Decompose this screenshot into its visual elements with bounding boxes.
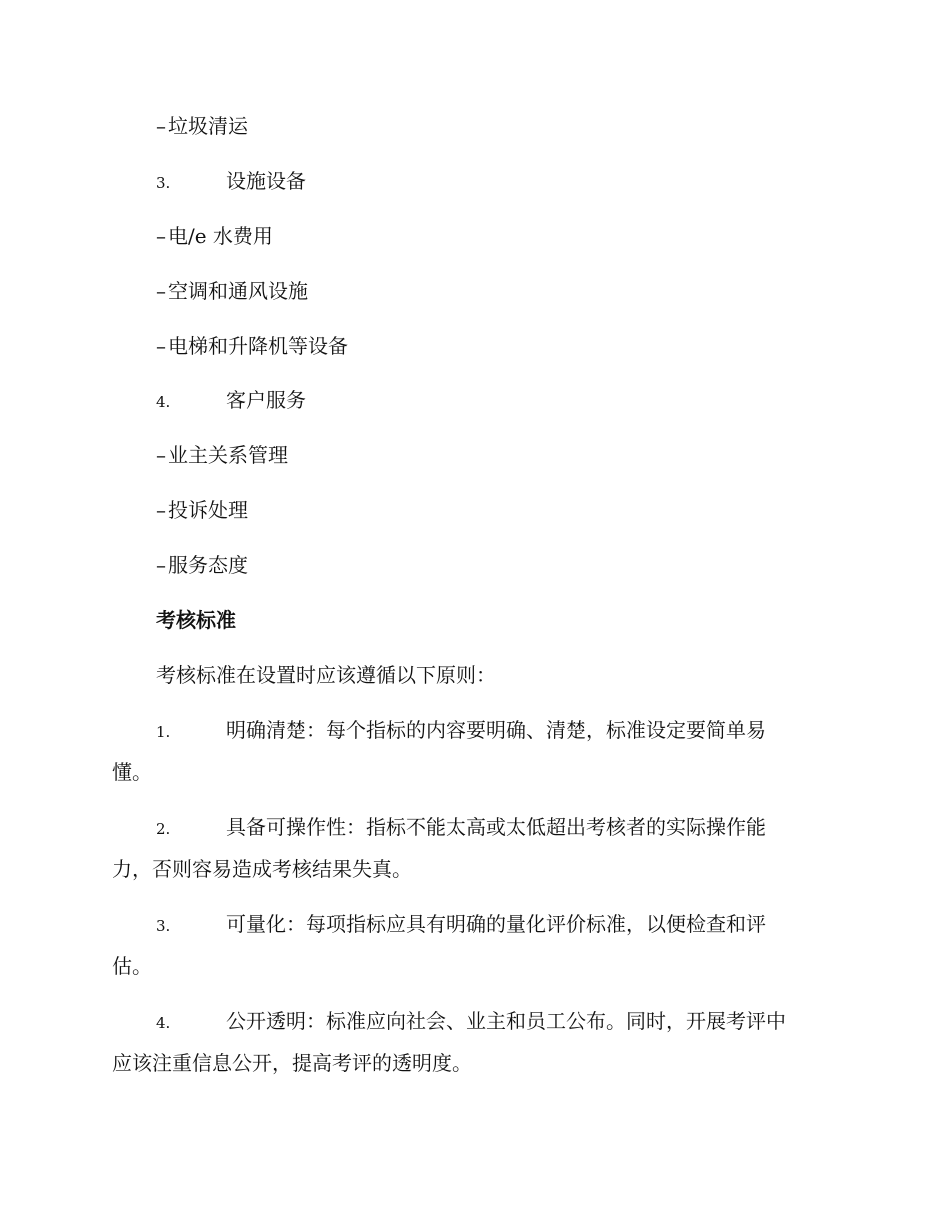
list-item-text: 投诉处理: [168, 498, 248, 522]
list-title: 设施设备: [226, 169, 306, 193]
bullet-dash: –: [156, 553, 166, 577]
numbered-heading-facilities: [156, 167, 306, 197]
numbered-heading-customer-service: [156, 386, 306, 416]
principle-item: [156, 910, 766, 940]
principle-text: 明确清楚：每个指标的内容要明确、清楚，标准设定要简单易: [226, 718, 766, 742]
list-item: [156, 441, 288, 469]
list-item: [156, 551, 248, 579]
list-item: [156, 112, 248, 140]
list-item-text: 电/e 水费用: [168, 224, 273, 248]
list-title: 客户服务: [226, 388, 306, 412]
principle-text: 可量化：每项指标应具有明确的量化评价标准，以便检查和评: [226, 912, 766, 936]
principle-item: [156, 1007, 786, 1037]
list-number: 2.: [156, 820, 171, 838]
list-item-text: 业主关系管理: [168, 443, 288, 467]
list-number: 4.: [156, 1014, 171, 1032]
list-number: 3.: [156, 174, 171, 192]
principle-text-continued: 力，否则容易造成考核结果失真。: [112, 857, 412, 881]
list-item: [156, 496, 248, 524]
intro-paragraph: 考核标准在设置时应该遵循以下原则：: [156, 663, 496, 687]
list-item-text: 电梯和升降机等设备: [168, 334, 348, 358]
section-heading: 考核标准: [156, 608, 236, 632]
list-item-text: 空调和通风设施: [168, 279, 308, 303]
bullet-dash: –: [156, 279, 166, 303]
principle-text-continued: 懂。: [112, 760, 152, 784]
principle-text-continued: 估。: [112, 954, 152, 978]
bullet-dash: –: [156, 334, 166, 358]
bullet-dash: –: [156, 498, 166, 522]
principle-item: [156, 813, 766, 843]
principle-text: 公开透明：标准应向社会、业主和员工公布。同时，开展考评中: [226, 1009, 786, 1033]
bullet-dash: –: [156, 224, 166, 248]
list-item-text: 服务态度: [168, 553, 248, 577]
bullet-dash: –: [156, 114, 166, 138]
bullet-dash: –: [156, 443, 166, 467]
list-number: 4.: [156, 393, 171, 411]
list-item-text: 垃圾清运: [168, 114, 248, 138]
list-item: [156, 222, 273, 250]
list-number: 1.: [156, 723, 171, 741]
principle-item: [156, 716, 766, 746]
principle-text-continued: 应该注重信息公开，提高考评的透明度。: [112, 1051, 472, 1075]
list-item: [156, 277, 308, 305]
principle-text: 具备可操作性：指标不能太高或太低超出考核者的实际操作能: [226, 815, 766, 839]
list-number: 3.: [156, 917, 171, 935]
list-item: [156, 332, 348, 360]
